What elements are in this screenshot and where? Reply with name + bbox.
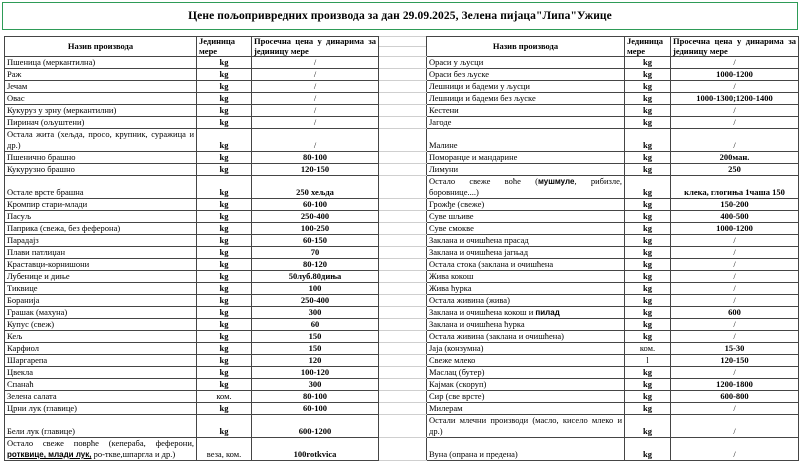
spreadsheet-gridline-cell — [379, 331, 427, 343]
table-row — [5, 438, 799, 461]
right-unit: kg — [625, 415, 671, 438]
price-table-body — [5, 57, 799, 461]
price-table-header — [5, 37, 799, 57]
right-unit: kg — [625, 152, 671, 164]
left-unit: kg — [197, 105, 252, 117]
left-price: / — [252, 57, 379, 69]
right-price: / — [671, 57, 799, 69]
left-price: 60-150 — [252, 235, 379, 247]
table-row — [5, 391, 799, 403]
left-price: 60-100 — [252, 199, 379, 211]
right-price: 1000-1300;1200-1400 — [671, 93, 799, 105]
right-unit: kg — [625, 403, 671, 415]
table-row — [5, 57, 799, 69]
right-product-name: Малине — [427, 129, 625, 152]
right-price: 200ман. — [671, 152, 799, 164]
right-price: 1000-1200 — [671, 223, 799, 235]
product-name-text: ро-ткве,шпаргла и др.) — [91, 449, 176, 459]
table-row — [5, 93, 799, 105]
left-unit: kg — [197, 176, 252, 199]
right-unit: ком. — [625, 343, 671, 355]
right-price: 600-800 — [671, 391, 799, 403]
left-price: 250 хељда — [252, 176, 379, 199]
left-price: 150 — [252, 331, 379, 343]
spreadsheet-gridline-cell — [379, 438, 427, 461]
left-price: 100-120 — [252, 367, 379, 379]
spreadsheet-gridline-cell — [379, 307, 427, 319]
right-price: 1200-1800 — [671, 379, 799, 391]
product-name-emphasis: пилад — [535, 308, 560, 317]
right-product-name — [427, 176, 625, 199]
product-name-emphasis: мушмуле — [537, 177, 575, 186]
table-row — [5, 235, 799, 247]
right-product-name: Свеже млеко — [427, 355, 625, 367]
left-unit: kg — [197, 355, 252, 367]
right-product-name: Остали млечни производи (масло, кисело млеко и др.) — [427, 415, 625, 438]
table-row — [5, 379, 799, 391]
product-name-text: Остало свеже воће ( — [429, 176, 538, 186]
spreadsheet-gridline-cell — [379, 271, 427, 283]
product-name-emphasis: ротквице, млади лук, — [7, 450, 92, 459]
header-row — [5, 37, 799, 57]
right-product-name: Кајмак (скоруп) — [427, 379, 625, 391]
left-product-name: Грашак (махуна) — [5, 307, 197, 319]
left-unit: kg — [197, 343, 252, 355]
header-price-right: Просечна цена у динарима за јединицу мере — [671, 37, 799, 57]
left-product-name: Бели лук (главице) — [5, 415, 197, 438]
table-row — [5, 105, 799, 117]
right-product-name: Ораси у љусци — [427, 57, 625, 69]
right-unit: kg — [625, 247, 671, 259]
left-price: 600-1200 — [252, 415, 379, 438]
table-row — [5, 283, 799, 295]
right-price: / — [671, 259, 799, 271]
right-product-name: Јаја (конзумна) — [427, 343, 625, 355]
right-price: / — [671, 331, 799, 343]
table-row — [5, 117, 799, 129]
left-product-name: Краставци-корнишони — [5, 259, 197, 271]
right-price: / — [671, 438, 799, 461]
right-price: 15-30 — [671, 343, 799, 355]
right-unit: kg — [625, 307, 671, 319]
left-unit: kg — [197, 271, 252, 283]
left-unit: kg — [197, 283, 252, 295]
right-price: / — [671, 295, 799, 307]
left-unit: kg — [197, 93, 252, 105]
right-product-name: Остала живина (заклана и очишћена) — [427, 331, 625, 343]
left-price: 120 — [252, 355, 379, 367]
right-price: 150-200 — [671, 199, 799, 211]
left-price: 100 — [252, 283, 379, 295]
spreadsheet-gridline-cell — [379, 105, 427, 117]
spreadsheet-gridline-cell — [379, 69, 427, 81]
left-unit: kg — [197, 379, 252, 391]
spreadsheet-gridline-cell — [379, 199, 427, 211]
sheet-title-box — [2, 2, 798, 30]
spreadsheet-gridline-cell — [379, 37, 427, 57]
left-price: 80-100 — [252, 152, 379, 164]
right-product-name: Лешници и бадеми без љуске — [427, 93, 625, 105]
right-unit: kg — [625, 367, 671, 379]
left-price: 250-400 — [252, 295, 379, 307]
right-price: 1000-1200 — [671, 69, 799, 81]
spreadsheet-gridline-cell — [379, 176, 427, 199]
left-product-name: Пшенично брашно — [5, 152, 197, 164]
right-price: / — [671, 247, 799, 259]
spreadsheet-gridline-cell — [379, 164, 427, 176]
table-row — [5, 415, 799, 438]
right-product-name: Остала стока (заклана и очишћена — [427, 259, 625, 271]
spreadsheet-gridline-cell — [379, 81, 427, 93]
left-price: / — [252, 117, 379, 129]
left-unit: kg — [197, 307, 252, 319]
left-price: 300 — [252, 307, 379, 319]
right-unit: kg — [625, 235, 671, 247]
right-unit: kg — [625, 379, 671, 391]
right-product-name: Јагоде — [427, 117, 625, 129]
right-unit: kg — [625, 117, 671, 129]
left-product-name: Плави патлиџан — [5, 247, 197, 259]
table-row — [5, 307, 799, 319]
spreadsheet-gridline-cell — [379, 152, 427, 164]
right-price: 250 — [671, 164, 799, 176]
price-table — [4, 36, 799, 461]
left-product-name: Остала жита (хељда, просо, крупник, суражица и др.) — [5, 129, 197, 152]
spreadsheet-gridline-cell — [379, 391, 427, 403]
table-row — [5, 152, 799, 164]
left-unit: kg — [197, 164, 252, 176]
right-product-name: Заклана и очишћена јагњад — [427, 247, 625, 259]
right-product-name — [427, 307, 625, 319]
right-unit: kg — [625, 57, 671, 69]
left-product-name: Остале врсте брашна — [5, 176, 197, 199]
left-product-name: Кромпир стари-млади — [5, 199, 197, 211]
left-unit: kg — [197, 211, 252, 223]
left-product-name: Јечам — [5, 81, 197, 93]
right-product-name: Суве шљиве — [427, 211, 625, 223]
left-product-name — [5, 438, 197, 461]
table-row — [5, 355, 799, 367]
right-product-name: Кестени — [427, 105, 625, 117]
left-unit: kg — [197, 319, 252, 331]
left-product-name: Црни лук (главице) — [5, 403, 197, 415]
left-unit: kg — [197, 247, 252, 259]
spreadsheet-gridline-cell — [379, 379, 427, 391]
left-price: 60 — [252, 319, 379, 331]
table-row — [5, 176, 799, 199]
table-row — [5, 331, 799, 343]
header-product-name-right: Назив производа — [427, 37, 625, 57]
right-product-name: Сир (све врсте) — [427, 391, 625, 403]
right-price: / — [671, 105, 799, 117]
left-unit: kg — [197, 57, 252, 69]
left-unit: kg — [197, 223, 252, 235]
table-row — [5, 247, 799, 259]
left-price: 70 — [252, 247, 379, 259]
spreadsheet-gridline-cell — [379, 367, 427, 379]
table-row — [5, 69, 799, 81]
left-product-name: Боранија — [5, 295, 197, 307]
left-price: / — [252, 93, 379, 105]
product-name-text: , рибизле, боровнице....) — [429, 176, 623, 197]
right-product-name: Маслац (бутер) — [427, 367, 625, 379]
left-unit: kg — [197, 367, 252, 379]
right-price: / — [671, 117, 799, 129]
left-unit: kg — [197, 259, 252, 271]
left-product-name: Парадајз — [5, 235, 197, 247]
table-row — [5, 367, 799, 379]
right-product-name: Лимуни — [427, 164, 625, 176]
right-product-name: Милерам — [427, 403, 625, 415]
table-row — [5, 271, 799, 283]
gridline — [379, 46, 426, 47]
left-product-name: Лубенице и диње — [5, 271, 197, 283]
left-product-name: Кукуруз у зрну (меркантилни) — [5, 105, 197, 117]
left-unit: kg — [197, 331, 252, 343]
left-price: 80-100 — [252, 391, 379, 403]
right-unit: kg — [625, 438, 671, 461]
left-product-name: Карфиол — [5, 343, 197, 355]
left-product-name: Спанаћ — [5, 379, 197, 391]
left-unit: kg — [197, 152, 252, 164]
right-product-name: Грожђе (свеже) — [427, 199, 625, 211]
header-product-name-left: Назив производа — [5, 37, 197, 57]
spreadsheet-gridline-cell — [379, 259, 427, 271]
right-price: / — [671, 319, 799, 331]
left-unit: kg — [197, 199, 252, 211]
header-unit-right: Јединица мере — [625, 37, 671, 57]
left-unit: веза, ком. — [197, 438, 252, 461]
left-price: 300 — [252, 379, 379, 391]
right-unit: kg — [625, 223, 671, 235]
left-product-name: Паприка (свежа, без феферона) — [5, 223, 197, 235]
left-product-name: Тиквице — [5, 283, 197, 295]
right-unit: kg — [625, 211, 671, 223]
left-price: 250-400 — [252, 211, 379, 223]
spreadsheet-gridline-cell — [379, 403, 427, 415]
table-row — [5, 403, 799, 415]
right-unit: kg — [625, 105, 671, 117]
left-unit: kg — [197, 415, 252, 438]
right-price: / — [671, 367, 799, 379]
product-name-text: Остало свеже поврће (кепераба, феферони, — [7, 438, 194, 448]
right-unit: kg — [625, 81, 671, 93]
left-product-name: Пшеница (меркантилна) — [5, 57, 197, 69]
spreadsheet-gridline-cell — [379, 415, 427, 438]
spreadsheet-gridline-cell — [379, 57, 427, 69]
left-unit: kg — [197, 69, 252, 81]
left-price: 80-120 — [252, 259, 379, 271]
right-unit: kg — [625, 129, 671, 152]
table-row — [5, 129, 799, 152]
spreadsheet-gridline-cell — [379, 211, 427, 223]
right-unit: kg — [625, 164, 671, 176]
left-price: 100-250 — [252, 223, 379, 235]
left-price: / — [252, 129, 379, 152]
left-unit: kg — [197, 129, 252, 152]
left-product-name: Пасуљ — [5, 211, 197, 223]
table-row — [5, 223, 799, 235]
right-product-name: Лешници и бадеми у љусци — [427, 81, 625, 93]
right-unit: kg — [625, 199, 671, 211]
spreadsheet-gridline-cell — [379, 247, 427, 259]
right-price: 120-150 — [671, 355, 799, 367]
table-row — [5, 343, 799, 355]
left-unit: ком. — [197, 391, 252, 403]
table-row — [5, 319, 799, 331]
right-unit: kg — [625, 69, 671, 81]
table-row — [5, 259, 799, 271]
right-product-name: Ораси без љуске — [427, 69, 625, 81]
right-price: / — [671, 283, 799, 295]
left-product-name: Шаргарепа — [5, 355, 197, 367]
right-product-name: Заклана и очишћена ћурка — [427, 319, 625, 331]
right-product-name: Жива кокош — [427, 271, 625, 283]
right-price: / — [671, 81, 799, 93]
left-product-name: Купус (свеж) — [5, 319, 197, 331]
product-name-text: Заклана и очишћена кокош и — [429, 307, 536, 317]
right-product-name: Суве смокве — [427, 223, 625, 235]
right-unit: l — [625, 355, 671, 367]
left-product-name: Кукурузно брашно — [5, 164, 197, 176]
right-unit: kg — [625, 283, 671, 295]
right-unit: kg — [625, 295, 671, 307]
right-price: / — [671, 235, 799, 247]
left-unit: kg — [197, 295, 252, 307]
left-price: 50луб.80диња — [252, 271, 379, 283]
right-price: / — [671, 403, 799, 415]
table-row — [5, 81, 799, 93]
left-unit: kg — [197, 403, 252, 415]
table-row — [5, 211, 799, 223]
right-product-name: Остала живина (жива) — [427, 295, 625, 307]
right-unit: kg — [625, 331, 671, 343]
right-price: / — [671, 271, 799, 283]
right-product-name: Заклана и очишћена прасад — [427, 235, 625, 247]
left-product-name: Кељ — [5, 331, 197, 343]
right-unit: kg — [625, 259, 671, 271]
right-unit: kg — [625, 271, 671, 283]
spreadsheet-gridline-cell — [379, 117, 427, 129]
left-product-name: Зелена салата — [5, 391, 197, 403]
header-price-left: Просечна цена у динарима за јединицу мере — [252, 37, 379, 57]
right-price: 600 — [671, 307, 799, 319]
table-row — [5, 199, 799, 211]
right-unit: kg — [625, 93, 671, 105]
header-unit-left: Јединица мере — [197, 37, 252, 57]
left-price: / — [252, 105, 379, 117]
left-unit: kg — [197, 81, 252, 93]
spreadsheet-gridline-cell — [379, 235, 427, 247]
left-price: 60-100 — [252, 403, 379, 415]
spreadsheet-gridline-cell — [379, 319, 427, 331]
spreadsheet-gridline-cell — [379, 343, 427, 355]
left-product-name: Раж — [5, 69, 197, 81]
right-product-name: Жива ћурка — [427, 283, 625, 295]
left-price: / — [252, 69, 379, 81]
spreadsheet-gridline-cell — [379, 93, 427, 105]
table-row — [5, 295, 799, 307]
left-product-name: Пиринач (ољуштени) — [5, 117, 197, 129]
left-price: 100rotkvica — [252, 438, 379, 461]
left-unit: kg — [197, 117, 252, 129]
right-price: / — [671, 415, 799, 438]
right-price: клека, глогиња 1чаша 150 — [671, 176, 799, 199]
table-row — [5, 164, 799, 176]
right-price: / — [671, 129, 799, 152]
right-unit: kg — [625, 176, 671, 199]
left-price: / — [252, 81, 379, 93]
right-product-name: Поморанџе и мандарине — [427, 152, 625, 164]
spreadsheet-gridline-cell — [379, 355, 427, 367]
spreadsheet-gridline-cell — [379, 223, 427, 235]
right-product-name: Вуна (опрана и предена) — [427, 438, 625, 461]
left-product-name: Овас — [5, 93, 197, 105]
sheet-title: Цене пољопривредних производа за дан 29.09.2025, Зелена пијаца"Липа"Ужице — [188, 10, 612, 22]
left-price: 150 — [252, 343, 379, 355]
right-price: 400-500 — [671, 211, 799, 223]
left-price: 120-150 — [252, 164, 379, 176]
right-unit: kg — [625, 391, 671, 403]
spreadsheet-gridline-cell — [379, 129, 427, 152]
left-product-name: Цвекла — [5, 367, 197, 379]
left-unit: kg — [197, 235, 252, 247]
spreadsheet-gridline-cell — [379, 283, 427, 295]
right-unit: kg — [625, 319, 671, 331]
spreadsheet-gridline-cell — [379, 295, 427, 307]
